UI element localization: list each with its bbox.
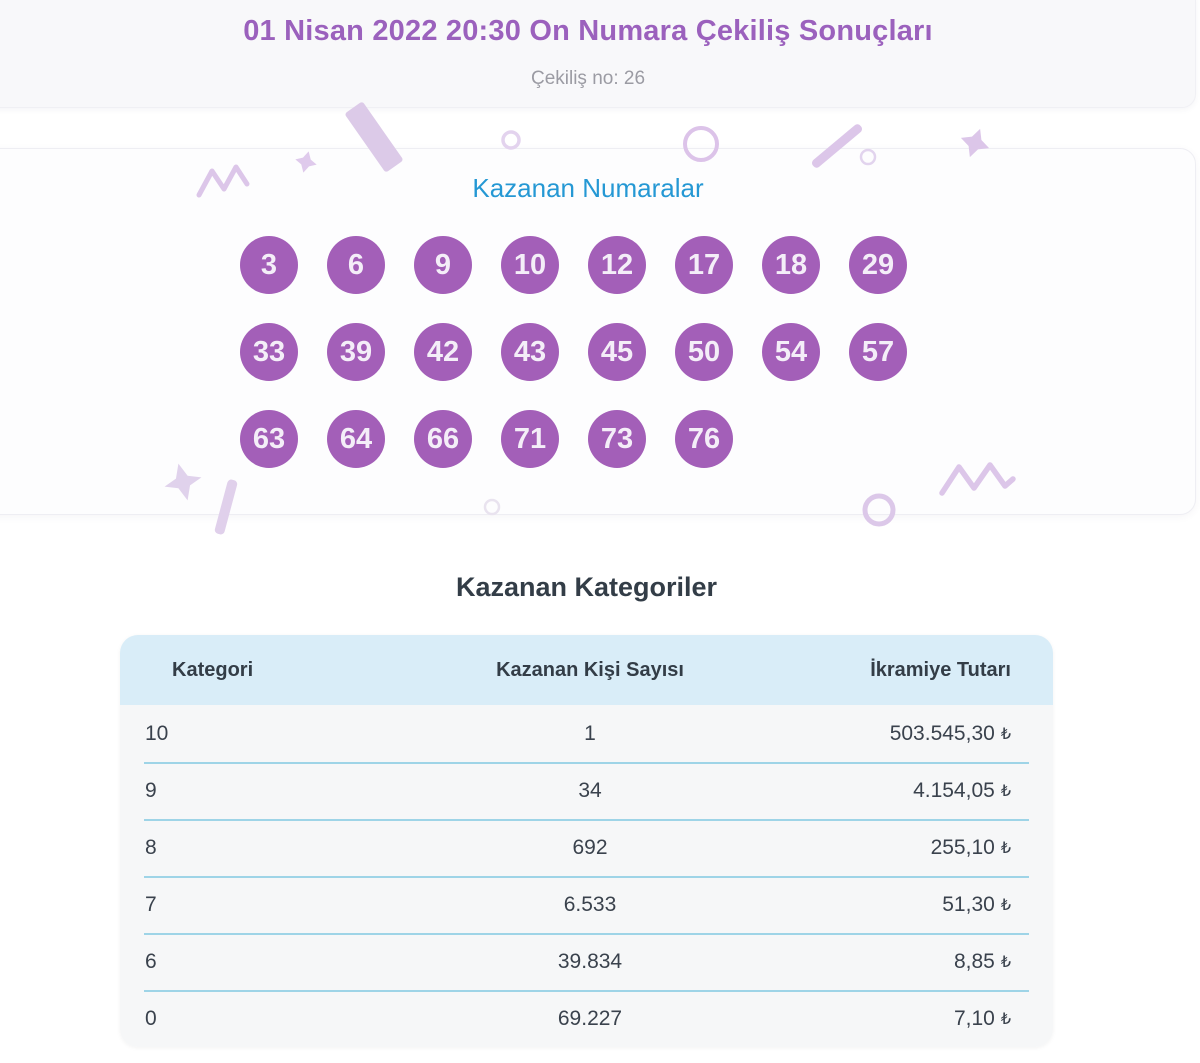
cell-kisi-sayisi: 69.227 bbox=[557, 1006, 623, 1030]
winning-number-ball: 45 bbox=[588, 323, 646, 381]
winning-number-ball: 9 bbox=[414, 236, 472, 294]
winning-number-ball: 66 bbox=[414, 410, 472, 468]
prize-amount: 8,85 bbox=[953, 949, 995, 973]
lira-symbol: ₺ bbox=[1000, 896, 1011, 914]
confetti-ring-icon bbox=[503, 132, 519, 148]
lira-symbol: ₺ bbox=[1000, 839, 1011, 857]
winning-number-ball: 76 bbox=[675, 410, 733, 468]
results-header-card bbox=[0, 0, 1196, 108]
header-kisi-sayisi: Kazanan Kişi Sayısı bbox=[496, 658, 684, 681]
winning-numbers-card bbox=[0, 148, 1196, 515]
ball-row bbox=[240, 410, 907, 468]
winning-numbers-grid bbox=[240, 236, 907, 468]
winning-number-ball: 33 bbox=[240, 323, 298, 381]
winning-number-ball: 64 bbox=[327, 410, 385, 468]
header-ikramiye-tutari: İkramiye Tutarı bbox=[870, 658, 1011, 681]
cell-ikramiye-tutari bbox=[790, 1007, 1053, 1031]
cell-kategori: 0 bbox=[145, 1006, 157, 1030]
cell-kategori: 8 bbox=[145, 835, 157, 859]
cell-ikramiye-tutari bbox=[790, 722, 1053, 746]
winning-number-ball: 18 bbox=[762, 236, 820, 294]
header-kategori: Kategori bbox=[172, 658, 254, 681]
prize-amount: 255,10 bbox=[930, 835, 995, 859]
winning-number-ball: 6 bbox=[327, 236, 385, 294]
table-row bbox=[120, 762, 1053, 819]
winning-number-ball: 42 bbox=[414, 323, 472, 381]
ball-row bbox=[240, 323, 907, 381]
categories-table bbox=[120, 635, 1053, 1047]
table-row bbox=[120, 819, 1053, 876]
prize-amount: 7,10 bbox=[953, 1006, 995, 1030]
table-row bbox=[120, 933, 1053, 990]
table-row bbox=[120, 990, 1053, 1047]
prize-amount: 4.154,05 bbox=[913, 778, 995, 802]
winning-number-ball: 63 bbox=[240, 410, 298, 468]
winning-number-ball: 17 bbox=[675, 236, 733, 294]
prize-amount: 503.545,30 bbox=[889, 721, 995, 745]
ball-row bbox=[240, 236, 907, 294]
cell-kategori: 9 bbox=[145, 778, 157, 802]
categories-table-body bbox=[120, 705, 1053, 1047]
cell-ikramiye-tutari bbox=[790, 836, 1053, 860]
winning-number-ball: 10 bbox=[501, 236, 559, 294]
lira-symbol: ₺ bbox=[1000, 1010, 1011, 1028]
winning-numbers-title: Kazanan Numaralar bbox=[472, 173, 704, 203]
table-row bbox=[120, 876, 1053, 933]
winning-number-ball: 39 bbox=[327, 323, 385, 381]
categories-table-header bbox=[120, 635, 1053, 705]
lira-symbol: ₺ bbox=[1000, 725, 1011, 743]
prize-amount: 51,30 bbox=[942, 892, 995, 916]
cell-kategori: 6 bbox=[145, 949, 157, 973]
winning-number-ball: 3 bbox=[240, 236, 298, 294]
winning-number-ball: 57 bbox=[849, 323, 907, 381]
cell-kategori: 7 bbox=[145, 892, 157, 916]
winning-number-ball: 43 bbox=[501, 323, 559, 381]
cell-kisi-sayisi: 39.834 bbox=[557, 949, 623, 973]
page-title: 01 Nisan 2022 20:30 On Numara Çekiliş Sonuçları bbox=[243, 15, 933, 47]
table-row bbox=[120, 705, 1053, 762]
winning-number-ball: 73 bbox=[588, 410, 646, 468]
cell-kisi-sayisi: 6.533 bbox=[563, 892, 617, 916]
cell-kisi-sayisi: 1 bbox=[584, 721, 596, 745]
winning-number-ball: 29 bbox=[849, 236, 907, 294]
lira-symbol: ₺ bbox=[1000, 953, 1011, 971]
winning-number-ball: 50 bbox=[675, 323, 733, 381]
winning-number-ball: 54 bbox=[762, 323, 820, 381]
winning-number-ball: 71 bbox=[501, 410, 559, 468]
categories-title: Kazanan Kategoriler bbox=[455, 572, 718, 602]
cell-kisi-sayisi: 692 bbox=[572, 835, 608, 859]
cell-kisi-sayisi: 34 bbox=[578, 778, 602, 802]
cell-ikramiye-tutari bbox=[790, 779, 1053, 803]
cell-ikramiye-tutari bbox=[790, 950, 1053, 974]
winning-number-ball: 12 bbox=[588, 236, 646, 294]
cell-ikramiye-tutari bbox=[790, 893, 1053, 917]
cell-kategori: 10 bbox=[145, 721, 169, 745]
lira-symbol: ₺ bbox=[1000, 782, 1011, 800]
draw-number: Çekiliş no: 26 bbox=[530, 68, 646, 89]
